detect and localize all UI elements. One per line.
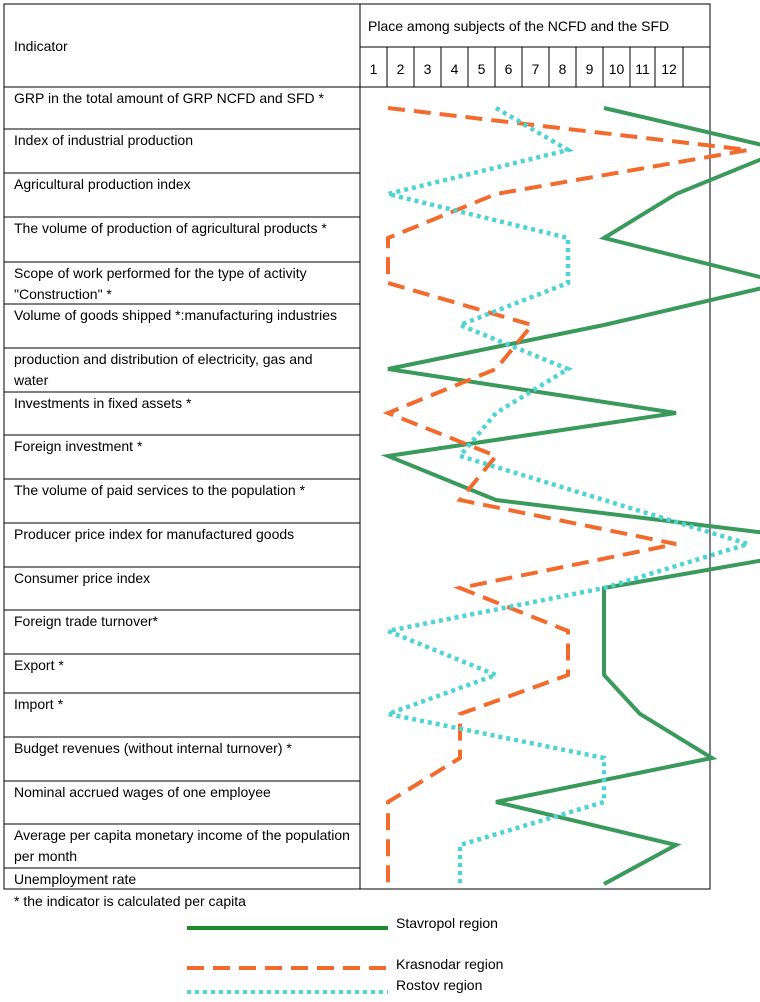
x-tick-labels	[370, 61, 677, 77]
x-tick-label: 11	[635, 61, 650, 77]
indicator-label: Producer price index for manufactured goods	[14, 526, 295, 542]
indicator-label: Nominal accrued wages of one employee	[14, 784, 271, 800]
x-tick-label: 12	[661, 61, 677, 77]
indicator-label: Index of industrial production	[14, 132, 193, 148]
series-line-krasnodar-region	[388, 108, 748, 884]
indicator-label: The volume of production of agricultural products *	[14, 220, 327, 236]
indicator-label: Foreign trade turnover*	[14, 613, 158, 629]
indicator-label: production and distribution of electricity, gas and water	[14, 351, 313, 388]
indicator-label: Consumer price index	[14, 570, 151, 586]
series-lines	[388, 108, 760, 884]
indicator-label: Average per capita monetary income of the population per month	[14, 827, 350, 864]
row-header: Indicator	[14, 38, 68, 54]
footnote: * the indicator is calculated per capita	[14, 893, 246, 909]
indicator-label: Export *	[14, 657, 64, 673]
indicator-label: GRP in the total amount of GRP NCFD and SFD *	[14, 90, 324, 106]
x-tick-label: 9	[585, 61, 594, 77]
column-header: Place among subjects of the NCFD and the SFD	[368, 18, 670, 34]
indicator-label: Unemployment rate	[14, 871, 137, 887]
x-tick-label: 5	[477, 61, 486, 77]
x-tick-label: 1	[369, 61, 378, 77]
indicator-label: Import *	[14, 696, 64, 712]
indicator-label: Investments in fixed assets *	[14, 395, 192, 411]
indicator-label: Volume of goods shipped *:manufacturing industries	[14, 307, 337, 323]
x-tick-label: 8	[558, 61, 567, 77]
x-tick-label: 2	[396, 61, 405, 77]
x-tick-label: 4	[450, 61, 459, 77]
x-tick-label: 7	[531, 61, 540, 77]
x-tick-label: 6	[504, 61, 513, 77]
indicator-label: The volume of paid services to the population *	[14, 482, 306, 498]
indicator-label: Budget revenues (without internal turnover) *	[14, 740, 292, 756]
indicator-label: Scope of work performed for the type of activity "Construction" *	[14, 265, 307, 302]
indicator-labels	[13, 90, 350, 887]
indicator-label: Foreign investment *	[14, 438, 143, 454]
legend	[187, 915, 503, 993]
legend-label: Krasnodar region	[396, 956, 504, 972]
indicator-label: Agricultural production index	[14, 176, 191, 192]
legend-label: Stavropol region	[396, 915, 498, 931]
x-tick-label: 3	[423, 61, 432, 77]
x-tick-label: 10	[608, 61, 625, 77]
legend-label: Rostov region	[396, 977, 483, 993]
